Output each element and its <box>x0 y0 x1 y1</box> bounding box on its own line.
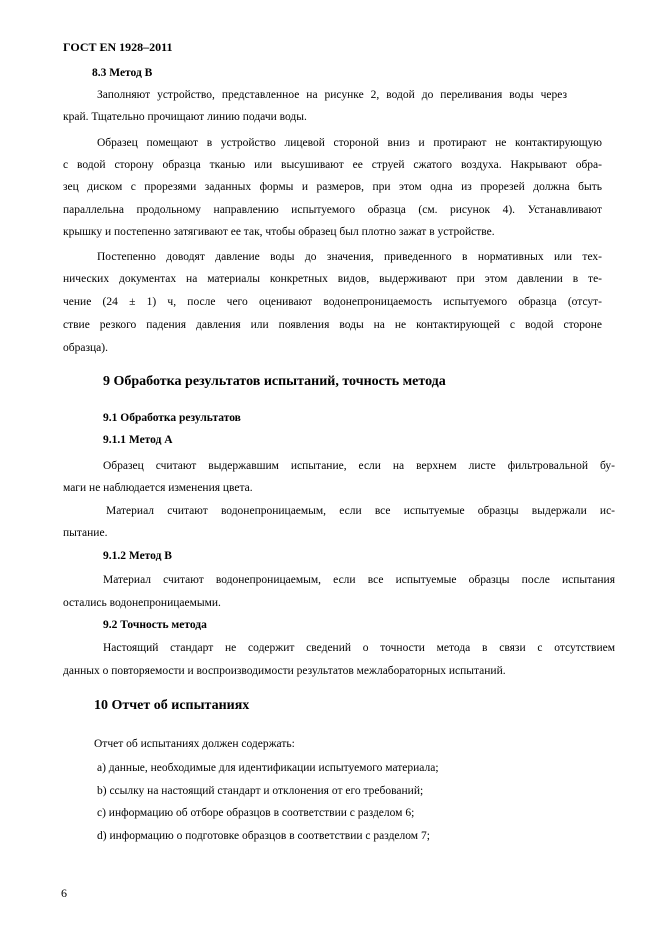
paragraph-line: Настоящий стандарт не содержит сведений о точности метода в связи с отсутствием <box>103 642 615 654</box>
list-item: a) данные, необходимые для идентификации испытуемого материала; <box>97 762 439 774</box>
paragraph-line: Образец считают выдержавшим испытание, если на верхнем листе фильтровальной бу- <box>103 460 615 472</box>
section-8-3-heading: 8.3 Метод В <box>92 67 153 79</box>
section-9-1-1-heading: 9.1.1 Метод А <box>103 434 173 446</box>
paragraph-line: Образец помещают в устройство лицевой стороной вниз и протирают не контактирующую <box>97 137 602 149</box>
paragraph-line: Материал считают водонепроницаемым, если все испытуемые образцы выдержали ис- <box>106 505 615 517</box>
paragraph-line: маги не наблюдается изменения цвета. <box>63 482 253 494</box>
paragraph-line: ствие резкого падения давления или появления воды на не контактирующей с водой стороне <box>63 319 602 331</box>
paragraph-line: край. Тщательно прочищают линию подачи воды. <box>63 111 307 123</box>
paragraph-line: Постепенно доводят давление воды до значения, приведенного в нормативных или тех- <box>97 251 602 263</box>
section-9-1-heading: 9.1 Обработка результатов <box>103 412 241 424</box>
list-item: b) ссылку на настоящий стандарт и отклонения от его требований; <box>97 785 424 797</box>
paragraph-line: данных о повторяемости и воспроизводимости результатов межлабораторных испытаний. <box>63 665 506 677</box>
document-header: ГОСТ EN 1928–2011 <box>63 40 173 54</box>
section-9-2-heading: 9.2 Точность метода <box>103 619 207 631</box>
paragraph-line: крышку и постепенно затягивают ее так, чтобы образец был плотно зажат в устройстве. <box>63 226 495 238</box>
report-intro: Отчет об испытаниях должен содержать: <box>94 738 295 750</box>
paragraph-line: остались водонепроницаемыми. <box>63 597 221 609</box>
list-item: d) информацию о подготовке образцов в соответствии с разделом 7; <box>97 830 430 842</box>
paragraph-line: пытание. <box>63 527 108 539</box>
page-number: 6 <box>61 886 67 900</box>
paragraph-line: чение (24 ± 1) ч, после чего оценивают водонепроницаемость испытуемого образца (отсут- <box>63 296 602 308</box>
list-item: c) информацию об отборе образцов в соответствии с разделом 6; <box>97 807 415 819</box>
paragraph-line: образца). <box>63 342 108 354</box>
paragraph-line: Материал считают водонепроницаемым, если все испытуемые образцы после испытания <box>103 574 615 586</box>
section-10-heading: 10 Отчет об испытаниях <box>94 698 250 713</box>
paragraph-line: нических документах на материалы конкретных видов, выдерживают при этом давлении в те- <box>63 273 602 285</box>
section-9-heading: 9 Обработка результатов испытаний, точность метода <box>103 374 446 389</box>
paragraph-line: Заполняют устройство, представленное на рисунке 2, водой до переливания воды через <box>97 89 567 101</box>
section-9-1-2-heading: 9.1.2 Метод В <box>103 550 172 562</box>
paragraph-line: параллельна продольному направлению испытуемого образца (см. рисунок 4). Устанавливают <box>63 204 602 216</box>
paragraph-line: зец диском с прорезями заданных формы и размеров, при этом одна из прорезей должна быть <box>63 181 602 193</box>
paragraph-line: с водой сторону образца тканью или высушивают ее струей сжатого воздуха. Накрывают обра- <box>63 159 602 171</box>
